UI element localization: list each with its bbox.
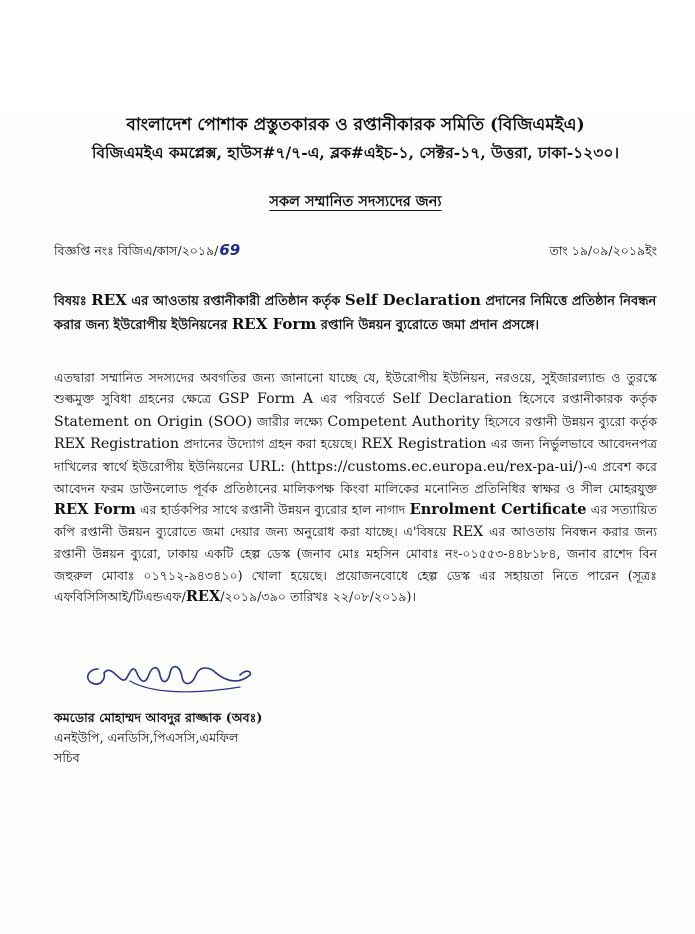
subject-text-2: প্রদানের নিমিত্তে প্রতিষ্ঠান নিবন্ধন করার জন্য ইউরোপীয় ইউনিয়নের	[54, 294, 657, 333]
notice-date: তাং ১৯/০৯/২০১৯ইং	[549, 243, 657, 258]
body-text-8: -এ প্রবেশ করে আবেদন ফরম ডাউনলোড পূর্বক প্রতিষ্ঠানের মালিকপক্ষ কিংবা মালিকের মনোনিত প্রতিনিধির স্বাক্ষর ও সীল মোহরযুক্ত	[54, 458, 657, 497]
body-ref-code: REX	[185, 588, 221, 606]
body-text-2: এর পরিবর্তে	[312, 391, 393, 407]
reference-label: বিজ্ঞপ্তি নংঃ বিজিএ/কাস/২০১৯/	[54, 243, 219, 258]
body-text-12: /২০১৯/৩৯০ তারিখঃ ২২/০৮/২০১৯)।	[220, 589, 416, 605]
body-text-11: এর আওতায় নিবন্ধন করার জন্য রপ্তানী উন্নয়ন ব্যুরো, ঢাকায় একটি হেল্প ডেস্ক (জনাব মোঃ মহসিন মোবাঃ নং-০১৫৫৩-৪৪৮১৮৪, জনাব রাশেদ বিন জহুরুল মোবাঃ ০১৭১২-৯৪৩৪১০) খোলা হয়েছে। প্রয়োজনবোধে হেল্প ডেস্ক এর সহায়তা নিতে পারেন (সূত্রঃ এফবিসিসিআই/টিএন্ডএফ/	[54, 523, 657, 605]
body-text-4: জারীর লক্ষ্যে	[252, 413, 328, 429]
body-text-5: হিসেবে রপ্তানী উন্নয়ন ব্যুরো কর্তৃক	[479, 413, 658, 429]
body-enrolment-certificate: Enrolment Certificate	[409, 501, 587, 519]
body-rex-form: REX Form	[54, 501, 136, 519]
handwritten-number: 69	[219, 241, 241, 259]
subject-rex: REX	[91, 291, 127, 309]
subject-text-1: এর আওতায় রপ্তানীকারী প্রতিষ্ঠান কর্তৃক	[126, 294, 345, 309]
body-competent-authority: Competent Authority	[327, 413, 480, 430]
body-rex: REX	[452, 523, 484, 540]
signature-mark	[70, 651, 255, 701]
notice-document	[0, 113, 695, 934]
body-text-3: হিসেবে রপ্তানীকারক কর্তৃক	[511, 391, 657, 407]
subject-line	[54, 289, 657, 337]
reference-row	[54, 241, 657, 263]
organization-name: বাংলাদেশ পোশাক প্রস্তুতকারক ও রপ্তানীকারক সমিতি (বিজিএমইএ)	[126, 115, 585, 135]
subject-rex-form: REX Form	[231, 315, 317, 333]
reference-number	[54, 241, 240, 263]
signatory-name: কমডোর মোহাম্মদ আবদুর রাজ্জাক (অবঃ)	[54, 710, 263, 726]
body-text-6: প্রদানের উদ্যোগ গ্রহন করা হয়েছে।	[178, 436, 362, 452]
subject-self-declaration: Self Declaration	[344, 291, 481, 309]
body-statement-on-origin: Statement on Origin (SOO)	[54, 413, 253, 430]
audience-text: সকল সম্মানিত সদস্যদের জন্য	[269, 193, 442, 210]
subject-text-3: রপ্তানি উন্নয়ন ব্যুরোতে জমা প্রদান প্রসঙ্গে।	[316, 318, 540, 333]
body-rex-registration-1: REX Registration	[54, 436, 179, 453]
body-text-7: এর জন্য নির্ভুলভাবে আবেদনপত্র দাখিলের স্বার্থে ইউরোপীয় ইউনিয়নের	[54, 436, 657, 474]
body-text-1: এতদ্বারা সম্মানিত সদস্যদের অবগতির জন্য জানানো যাচ্ছে যে, ইউরোপীয় ইউনিয়ন, নরওয়ে, সুইজারল্যান্ড ও তুরস্কে শুল্কমুক্ত সুবিধা গ্রহনের ক্ষেত্রে	[54, 370, 657, 407]
body-rex-registration-2: REX Registration	[361, 436, 487, 453]
signatory-title: সচিব	[54, 750, 80, 766]
subject-prefix: বিষয়ঃ	[54, 294, 92, 309]
body-self-declaration: Self Declaration	[392, 391, 512, 408]
body-gsp-form: GSP Form A	[218, 391, 313, 408]
body-url: URL: (https://customs.ec.europa.eu/rex-pa-ui/)	[248, 458, 584, 475]
body-text-9: এর হার্ডকপির সাথে রপ্তানী উন্নয়ন ব্যুরোর হাল নাগাদ	[135, 502, 410, 518]
organization-address: বিজিএমইএ কমপ্লেক্স, হাউস#৭/৭-এ, ব্লক#এইচ-১, সেক্টর-১৭, উত্তরা, ঢাকা-১২৩০।	[91, 143, 620, 162]
signatory-credentials: এনইউপি, এনডিসি,পিএসসি,এমফিল	[54, 730, 239, 746]
body-paragraph	[54, 367, 657, 607]
body-text-10: এর সত্যায়িত কপি রপ্তানী উন্নয়ন ব্যুরোতে জমা দেয়ার জন্য অনুরোধ করা যাচ্ছে। এ'বিষয়ে	[54, 502, 657, 539]
audience-heading	[54, 191, 657, 215]
